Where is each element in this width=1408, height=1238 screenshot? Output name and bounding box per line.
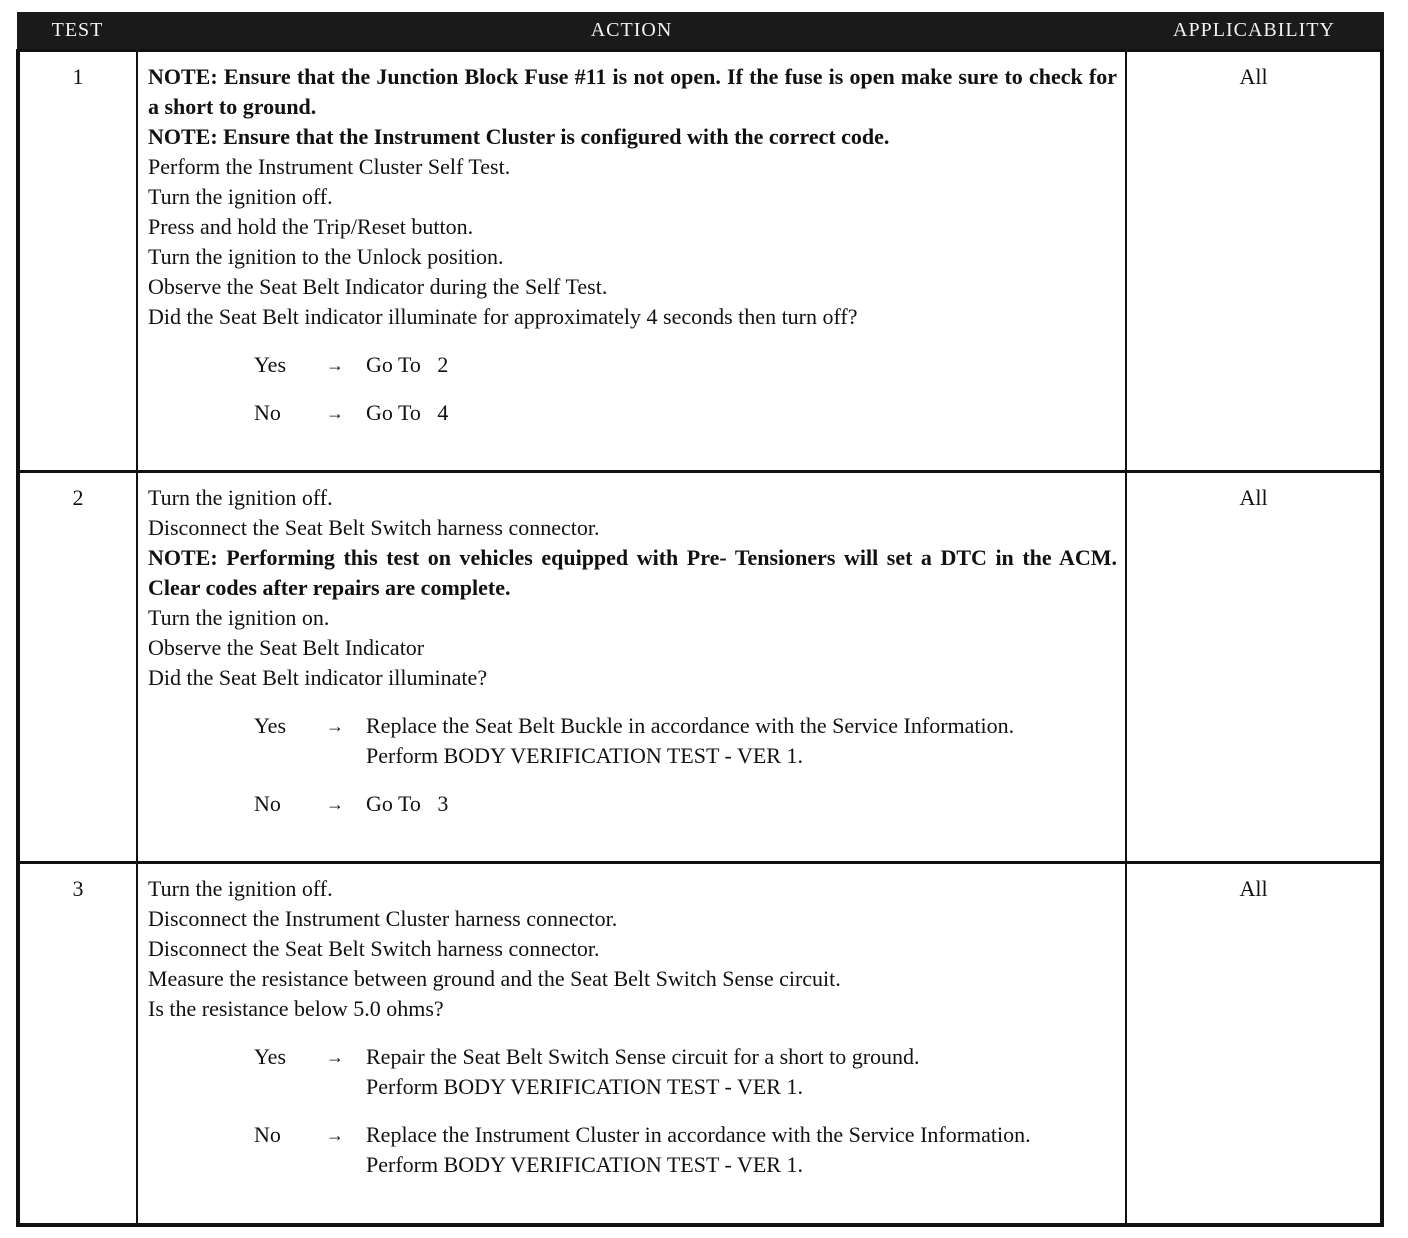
answer-label: No bbox=[254, 400, 281, 425]
result-line: Replace the Instrument Cluster in accordance with the Service Information. bbox=[366, 1122, 1031, 1147]
step-line: Observe the Seat Belt Indicator during the Self Test. bbox=[148, 274, 608, 299]
test-number: 3 bbox=[18, 863, 137, 1225]
note-line: NOTE: Ensure that the Junction Block Fuse #11 is not open. If the fuse is open make sure to check for a short to ground. bbox=[148, 64, 1117, 119]
header-action: ACTION bbox=[137, 12, 1126, 51]
outcome-result bbox=[366, 789, 1117, 819]
answer-label: No bbox=[254, 1122, 281, 1147]
right-arrow-icon: → bbox=[326, 794, 344, 814]
header-applicability: APPLICABILITY bbox=[1126, 12, 1382, 51]
test-row-2 bbox=[18, 472, 1382, 863]
test-number: 1 bbox=[18, 51, 137, 472]
result-line: Go To 4 bbox=[366, 400, 449, 425]
result-line: Replace the Seat Belt Buckle in accordance with the Service Information. bbox=[366, 713, 1015, 738]
action-cell bbox=[137, 51, 1126, 472]
diagnostic-test-table bbox=[16, 12, 1384, 1227]
step-line: Disconnect the Seat Belt Switch harness connector. bbox=[148, 936, 600, 961]
step-line: Measure the resistance between ground and the Seat Belt Switch Sense circuit. bbox=[148, 966, 841, 991]
applicability-value: All bbox=[1126, 472, 1382, 863]
step-line: Press and hold the Trip/Reset button. bbox=[148, 214, 474, 239]
outcome-no bbox=[148, 398, 1117, 428]
answer-label: Yes bbox=[254, 1044, 287, 1069]
right-arrow-icon: → bbox=[326, 1125, 344, 1145]
answer-label: Yes bbox=[254, 713, 287, 738]
right-arrow-icon: → bbox=[326, 716, 344, 736]
test-row-1 bbox=[18, 51, 1382, 472]
right-arrow-icon: → bbox=[326, 403, 344, 423]
action-cell bbox=[137, 863, 1126, 1225]
right-arrow-icon: → bbox=[326, 1047, 344, 1067]
step-line: Observe the Seat Belt Indicator bbox=[148, 635, 425, 660]
answer-label: Yes bbox=[254, 352, 287, 377]
step-line: Turn the ignition to the Unlock position. bbox=[148, 244, 504, 269]
outcome-no bbox=[148, 1120, 1117, 1180]
right-arrow-icon: → bbox=[326, 355, 344, 375]
answer-label: No bbox=[254, 791, 281, 816]
header-test: TEST bbox=[18, 12, 137, 51]
result-line: Repair the Seat Belt Switch Sense circuit for a short to ground. bbox=[366, 1044, 920, 1069]
result-line: Go To 3 bbox=[366, 791, 449, 816]
outcome-result bbox=[366, 398, 1117, 428]
outcome-result bbox=[366, 1042, 1117, 1102]
result-line: Perform BODY VERIFICATION TEST - VER 1. bbox=[366, 743, 803, 768]
step-line: Turn the ignition off. bbox=[148, 485, 333, 510]
outcome-result bbox=[366, 1120, 1117, 1180]
result-line: Go To 2 bbox=[366, 352, 449, 377]
question-line: Did the Seat Belt indicator illuminate for approximately 4 seconds then turn off? bbox=[148, 304, 858, 329]
step-line: Perform the Instrument Cluster Self Test. bbox=[148, 154, 511, 179]
note-line: NOTE: Ensure that the Instrument Cluster is configured with the correct code. bbox=[148, 124, 890, 149]
outcome-yes bbox=[148, 350, 1117, 380]
step-line: Turn the ignition off. bbox=[148, 876, 333, 901]
outcome-no bbox=[148, 789, 1117, 819]
action-cell bbox=[137, 472, 1126, 863]
outcome-result bbox=[366, 350, 1117, 380]
result-line: Perform BODY VERIFICATION TEST - VER 1. bbox=[366, 1074, 803, 1099]
question-line: Is the resistance below 5.0 ohms? bbox=[148, 996, 444, 1021]
note-line: NOTE: Performing this test on vehicles equipped with Pre- Tensioners will set a DTC in the ACM. Clear codes after repairs are complete. bbox=[148, 545, 1117, 600]
step-line: Turn the ignition on. bbox=[148, 605, 330, 630]
step-line: Turn the ignition off. bbox=[148, 184, 333, 209]
step-line: Disconnect the Instrument Cluster harness connector. bbox=[148, 906, 618, 931]
step-line: Disconnect the Seat Belt Switch harness connector. bbox=[148, 515, 600, 540]
applicability-value: All bbox=[1126, 51, 1382, 472]
question-line: Did the Seat Belt indicator illuminate? bbox=[148, 665, 488, 690]
table-header-row bbox=[18, 12, 1382, 51]
outcome-yes bbox=[148, 711, 1117, 771]
test-row-3 bbox=[18, 863, 1382, 1225]
test-number: 2 bbox=[18, 472, 137, 863]
result-line: Perform BODY VERIFICATION TEST - VER 1. bbox=[366, 1152, 803, 1177]
outcome-result bbox=[366, 711, 1117, 771]
applicability-value: All bbox=[1126, 863, 1382, 1225]
outcome-yes bbox=[148, 1042, 1117, 1102]
